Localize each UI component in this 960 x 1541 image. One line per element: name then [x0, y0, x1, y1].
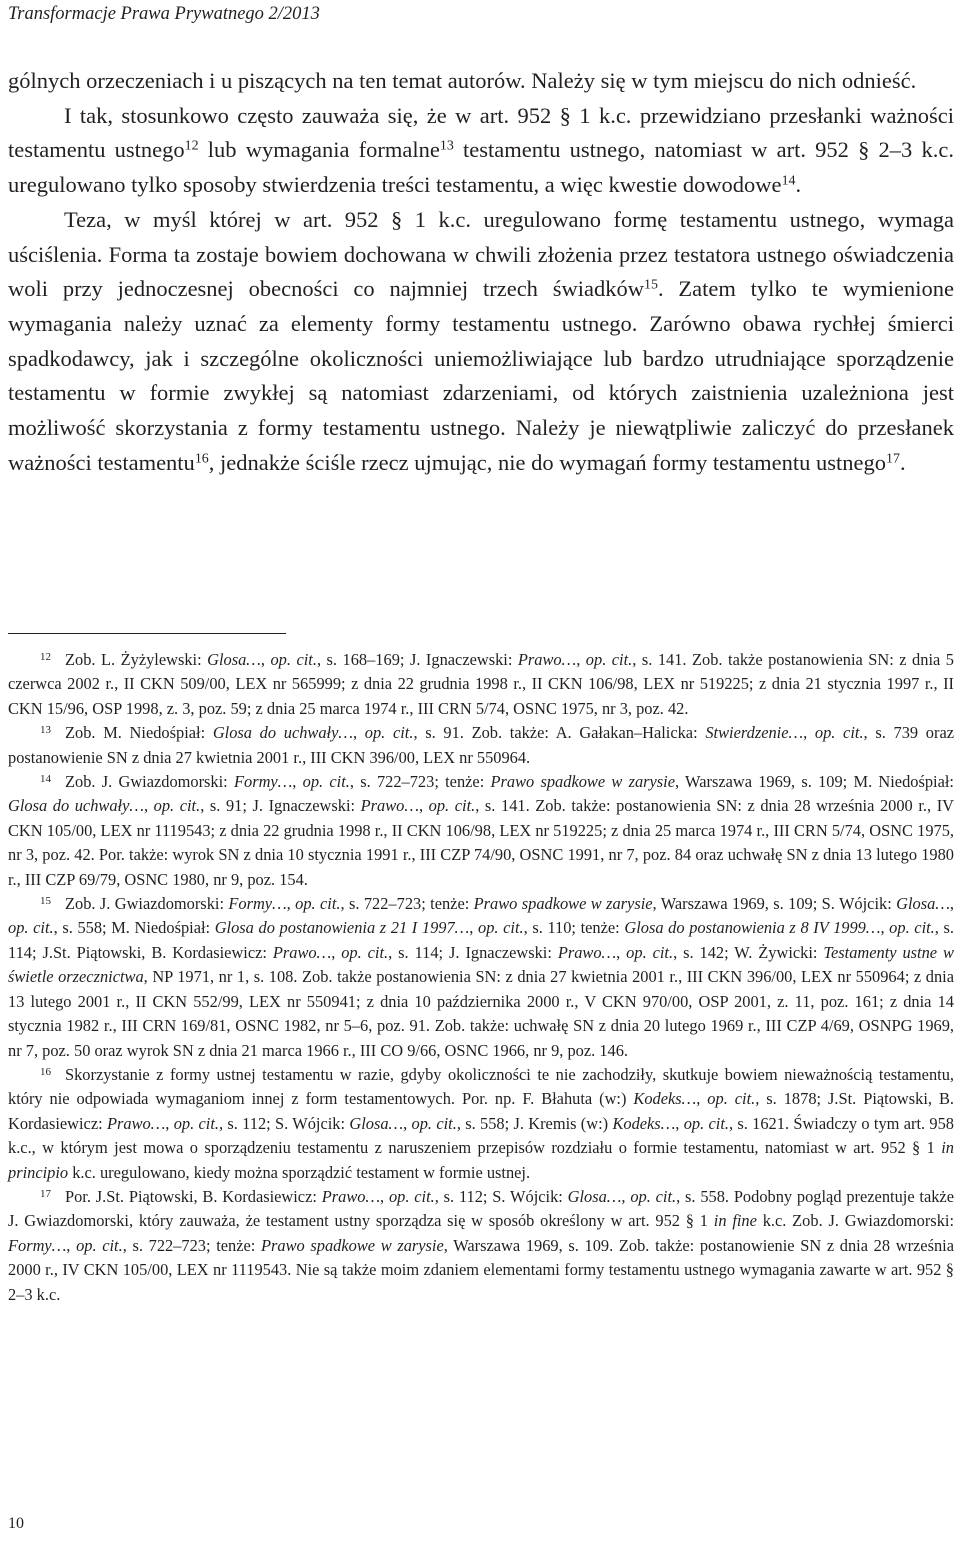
text-run: , s. 1878; J.St. Piątowski, B. Kordasiewicz: — [8, 1089, 954, 1133]
text-run: , s. 141. Zob. także postanowienia SN: z dnia 5 czerwca 2002 r., II CKN 509/00, LEX nr 565999; z dnia 22 grudnia 1998 r., II CKN 106/98, LEX nr 519225; z dnia 21 stycznia 1997 r., II CKN 15/96, OSP 1998, z. 3, poz. 59; z dnia 25 marca 1974 r., III CRN 5/74, OSNC 1975, nr 3, poz. 42. — [8, 650, 954, 718]
text-run: , — [331, 942, 342, 962]
italic-text: in fine — [713, 1211, 757, 1231]
text-run: , — [260, 650, 271, 669]
italic-text: op. cit. — [630, 1186, 677, 1206]
text-run: , — [803, 723, 815, 743]
text-run: . — [899, 449, 906, 475]
text-run: , s. 110; tenże: — [523, 918, 625, 938]
italic-text: op. cit. — [173, 1113, 219, 1133]
footnote-reference: 16 — [194, 451, 209, 467]
footnote-number: 12 — [40, 651, 51, 664]
text-run: , — [292, 772, 303, 792]
footnote-reference: 17 — [886, 451, 900, 467]
text-run: Zob. M. Niedośpiał: — [65, 723, 213, 743]
italic-text: op. cit. — [814, 723, 864, 743]
footnote-reference: 15 — [644, 277, 658, 293]
italic-text: Glosa do uchwały… — [212, 723, 353, 743]
text-run: , s. 558; M. Niedośpiał: — [53, 918, 215, 938]
text-run: , NP 1971, nr 1, s. 108. Zob. także postanowienia SN: z dnia 27 kwietnia 2001 r., III CKN 396/00, LEX nr 550964; z dnia 13 lutego 2001 r., II CKN 552/99, LEX nr 550941; z dnia 10 października 2000 r., V CKN 970/00, OSP 2001, z. 11, poz. 161; z dnia 14 stycznia 1982 r., III CRN 169/81, OSNC 1982, nr 5–6, poz. 91. Zob. także: uchwałę SN z dnia 20 lutego 1969 r., III CZP 4/69, OSNPG 1969, nr 7, poz. 50 oraz wyrok SN z dnia 21 marca 1966 r., III CO 9/66, OSNC 1966, nr 9, poz. 146. — [8, 967, 954, 1060]
text-run: testamentu ustnego, natomiast w art. 952 § 2–3 k.c. uregulowano tylko sposoby stwierdzenia treści testamentu, a więc kwestie dowodowe — [8, 137, 954, 198]
footnote-reference: 12 — [184, 138, 199, 154]
text-run: , s. 1621. Świadczy o tym art. 958 k.c., w którym jest mowa o sporządzeniu testamentu z naruszeniem przepisów rozdziału o formie testamentu, natomiast w art. 952 § 1 — [8, 1113, 954, 1158]
text-run: , — [616, 942, 627, 962]
italic-text: Glosa do uchwały… — [8, 796, 144, 816]
text-run: , — [675, 1113, 684, 1133]
text-run: , s. 141. Zob. także: postanowienia SN: z dnia 28 września 2000 r., IV CKN 105/00, LEX nr 1119543; z dnia 22 grudnia 1998 r., II CKN 106/98, LEX nr 519225; z dnia 25 marca 1974 r., III CRN 5/74, OSNC 1975, nr 3, poz. 42. Por. także: wyrok SN z dnia 10 stycznia 1991 r., III CZP 74/90, OSNC 1991, nr 7, poz. 84 oraz uchwałę SN z dnia 13 lutego 1980 r., III CZP 69/79, OSNC 1980, nr 9, poz. 154. — [8, 796, 954, 889]
text-run: , s. 91. Zob. także: A. Gałakan–Halicka: — [413, 723, 706, 743]
text-run: , s. 558; J. Kremis (w:) — [456, 1113, 613, 1133]
text-run: , — [576, 650, 586, 669]
italic-text: Glosa… — [349, 1113, 404, 1133]
italic-text: Prawo… — [321, 1186, 381, 1206]
italic-text: op. cit. — [341, 942, 389, 962]
footnote — [8, 721, 954, 770]
footnote-number: 13 — [40, 724, 51, 737]
text-run: , — [165, 1113, 174, 1133]
italic-text: Prawo spadkowe w zarysie — [490, 772, 675, 792]
italic-text: Glosa… — [896, 894, 950, 914]
italic-text: Kodeks… — [633, 1089, 697, 1109]
text-run: Skorzystanie z formy ustnej testamentu w razie, gdyby okoliczności te nie zachodziły, skutkuje bowiem nieważnością testamentu, który nie odpowiada wymaganiom innej z form testamentowych. Por. np. F. Błahuta (w:) — [8, 1064, 954, 1109]
italic-text: op. cit. — [8, 918, 54, 938]
italic-text: Glosa do postanowienia z 8 IV 1999… — [624, 918, 881, 938]
footnote-number: 17 — [40, 1188, 51, 1200]
text-run: , — [418, 796, 429, 816]
text-run: , s. 114; J. Ignaczewski: — [388, 942, 558, 962]
paragraph — [8, 203, 954, 481]
italic-text: Glosa… — [567, 1186, 622, 1206]
text-run: Teza, w myśl której w art. 952 § 1 k.c. uregulowano formę testamentu ustnego, wymaga uściślenia. Forma ta zostaje bowiem dochowana w chwili złożenia przez testatora ustnego oświadczenia woli przy jednoczesnej obecności co najmniej trzech świadków — [8, 206, 954, 302]
text-run: , Warszawa 1969, s. 109; M. Niedośpiał: — [675, 772, 954, 792]
italic-text: Prawo… — [517, 650, 577, 669]
text-run: , s. 168–169; J. Ignaczewski: — [316, 650, 518, 669]
italic-text: Glosa… — [207, 650, 261, 669]
italic-text: op. cit. — [683, 1113, 729, 1133]
footnotes-section — [8, 648, 954, 1307]
paragraph — [8, 99, 954, 203]
text-run: , s. 558. Podobny pogląd prezentuje także J. Gwiazdomorski, który zauważa, że testament ustny sporządza się w sposób określony w art. 952 § 1 — [8, 1186, 954, 1231]
text-run: gólnych orzeczeniach i u piszących na ten temat autorów. Należy się w tym miejscu do nich odnieść. — [8, 68, 917, 93]
italic-text: Prawo… — [272, 942, 332, 962]
footnote — [8, 1063, 954, 1185]
text-run: . Zatem tylko te wymienione wymagania należy uznać za elementy formy testamentu ustnego. Zarówno obawa rychłej śmierci spadkodawcy, jak i szczególne okoliczności uniemożliwiające lub bardzo utrudniające sporządzenie testamentu w formie zwykłej są natomiast zdarzeniami, od których zaistnienia uzależniona jest możliwość skorzystania z formy testamentu ustnego. Należy je niewątpliwie zaliczyć do przesłanek ważności testamentu — [8, 276, 954, 475]
italic-text: Kodeks… — [612, 1113, 676, 1133]
text-run: , Warszawa 1969, s. 109. Zob. także: postanowienie SN z dnia 28 września 2000 r., IV CKN 105/00, LEX nr 1119543. Nie są także moim zdaniem elementami formy testamentu ustnego wymagania zawarte w art. 952 § 2–3 k.c. — [8, 1235, 954, 1304]
text-run: , Warszawa 1969, s. 109; S. Wójcik: — [652, 894, 897, 914]
italic-text: Prawo spadkowe w zarysie — [473, 894, 653, 914]
italic-text: op. cit. — [889, 918, 935, 938]
footnote — [8, 892, 954, 1063]
italic-text: op. cit. — [295, 894, 341, 914]
paragraph — [8, 64, 954, 99]
text-run: , s. 722–723; tenże: — [349, 772, 491, 792]
italic-text: Prawo… — [106, 1113, 166, 1133]
italic-text: op. cit. — [411, 1113, 457, 1133]
italic-text: op. cit. — [626, 942, 674, 962]
text-run: Zob. L. Żyżylewski: — [65, 650, 208, 669]
text-run: , — [880, 918, 890, 938]
text-run: , — [380, 1186, 389, 1206]
italic-text: Formy… — [8, 1235, 67, 1255]
italic-text: Prawo… — [360, 796, 419, 816]
italic-text: Glosa do postanowienia z 21 I 1997… — [214, 918, 470, 938]
footnote-number: 15 — [40, 895, 51, 908]
text-run: , — [621, 1186, 631, 1206]
text-run: Zob. J. Gwiazdomorski: — [65, 894, 229, 914]
italic-text: op. cit. — [585, 650, 633, 669]
footnote — [8, 1185, 954, 1307]
text-run: , — [469, 918, 478, 938]
text-run: k.c. Zob. J. Gwiazdomorski: — [756, 1211, 954, 1231]
text-run: , s. 114; J.St. Piątowski, B. Kordasiewicz: — [8, 918, 954, 962]
text-run: Zob. J. Gwiazdomorski: — [65, 772, 234, 792]
italic-text: Prawo spadkowe w zarysie — [261, 1235, 444, 1255]
italic-text: op. cit. — [302, 772, 350, 792]
italic-text: op. cit. — [707, 1089, 756, 1109]
text-run: , s. 112; S. Wójcik: — [434, 1186, 568, 1206]
italic-text: op. cit. — [428, 796, 476, 816]
footnote-number: 16 — [40, 1065, 51, 1078]
italic-text: in principio — [8, 1138, 954, 1182]
footnote-number: 14 — [40, 773, 51, 786]
page-number: 10 — [8, 1515, 24, 1532]
text-run: I tak, stosunkowo często zauważa się, że w art. 952 § 1 k.c. przewidziano przesłanki ważności testamentu ustnego — [8, 102, 954, 163]
text-run: , — [286, 894, 296, 914]
text-run: , s. 112; S. Wójcik: — [218, 1113, 350, 1133]
text-run: , s. 739 oraz postanowienie SN z dnia 27 kwietnia 2001 r., III CKN 396/00, LEX nr 550964. — [8, 723, 954, 767]
text-run: , — [143, 796, 154, 816]
footnote — [8, 770, 954, 892]
italic-text: op. cit. — [388, 1186, 435, 1206]
text-run: , — [352, 723, 365, 743]
text-run: . — [795, 172, 802, 198]
footnote — [8, 648, 954, 721]
italic-text: op. cit. — [478, 918, 524, 938]
text-run: , s. 722–723; tenże: — [122, 1235, 262, 1255]
italic-text: Formy… — [234, 772, 293, 792]
text-run: , — [403, 1113, 412, 1133]
italic-text: op. cit. — [153, 796, 201, 816]
italic-text: Testamenty ustne w świetle orzecznictwa — [8, 942, 954, 987]
text-run: , s. 142; W. Żywicki: — [673, 942, 824, 962]
italic-text: Prawo… — [557, 942, 617, 962]
footnote-reference: 13 — [439, 138, 454, 154]
text-run: , — [66, 1235, 77, 1255]
text-run: lub wymagania formalne — [198, 137, 440, 163]
footnote-reference: 14 — [781, 173, 796, 189]
italic-text: Stwierdzenie… — [705, 723, 804, 743]
text-run: Por. J.St. Piątowski, B. Kordasiewicz: — [65, 1186, 322, 1206]
text-run: , jednakże ściśle rzecz ujmując, nie do wymagań formy testamentu ustnego — [208, 449, 887, 475]
text-run: , s. 722–723; tenże: — [340, 894, 474, 914]
text-run: , — [949, 894, 954, 914]
text-run: , s. 91; J. Ignaczewski: — [200, 796, 361, 816]
text-run: , — [696, 1089, 708, 1109]
italic-text: op. cit. — [270, 650, 317, 669]
italic-text: op. cit. — [364, 723, 414, 743]
footnote-separator — [8, 633, 286, 634]
italic-text: Formy… — [228, 894, 287, 914]
text-run: k.c. uregulowano, kiedy można sporządzić testament w formie ustnej. — [68, 1162, 531, 1182]
main-text — [8, 64, 954, 480]
running-head: Transformacje Prawa Prywatnego 2/2013 — [8, 4, 320, 24]
italic-text: op. cit. — [76, 1235, 123, 1255]
